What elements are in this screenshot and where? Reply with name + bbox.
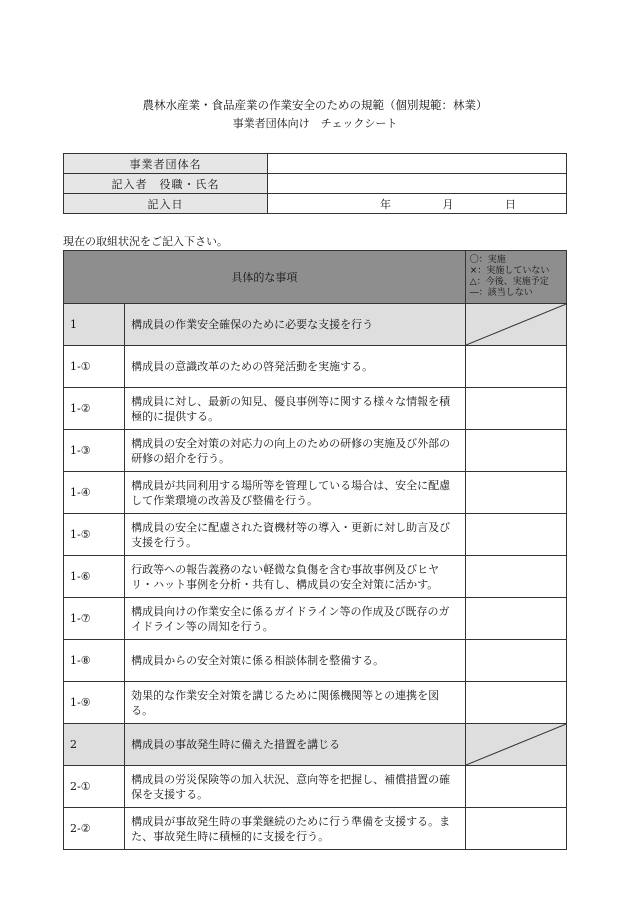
item-number: 1-⑥ bbox=[64, 556, 125, 598]
year-label: 年 bbox=[380, 197, 391, 211]
item-text: 構成員の意識改革のための啓発活動を実施する。 bbox=[125, 346, 466, 388]
header-row bbox=[64, 251, 567, 304]
status-check-cell[interactable] bbox=[465, 808, 566, 850]
item-text: 構成員の安全に配慮された資機材等の導入・更新に対し助言及び支援を行う。 bbox=[125, 514, 466, 556]
legend-done: 〇：実施 bbox=[469, 255, 506, 265]
instruction-note: 現在の取組状況をご記入下さい。 bbox=[63, 235, 228, 248]
checklist-row bbox=[64, 430, 567, 472]
org-row bbox=[64, 154, 567, 174]
item-text: 構成員の安全対策の対応力の向上のための研修の実施及び外部の研修の紹介を行う。 bbox=[125, 430, 466, 472]
status-check-cell[interactable] bbox=[465, 472, 566, 514]
checklist-row bbox=[64, 556, 567, 598]
section-row bbox=[64, 724, 567, 766]
item-text: 構成員が共同利用する場所等を管理している場合は、安全に配慮して作業環境の改善及び整備を行う。 bbox=[125, 472, 466, 514]
checklist-row bbox=[64, 682, 567, 724]
checklist-row bbox=[64, 808, 567, 850]
checklist-row bbox=[64, 598, 567, 640]
checklist-row bbox=[64, 640, 567, 682]
info-table bbox=[63, 153, 567, 214]
diagonal-slash bbox=[466, 724, 566, 765]
org-input-cell[interactable] bbox=[268, 154, 567, 174]
title-sub: 事業者団体向け チェックシート bbox=[232, 117, 398, 130]
item-number: 1-④ bbox=[64, 472, 125, 514]
section-check-cell bbox=[465, 724, 566, 766]
date-row bbox=[64, 194, 567, 214]
writer-input-cell[interactable] bbox=[268, 174, 567, 194]
writer-label: 記入者 役職・氏名 bbox=[64, 174, 268, 194]
item-number: 1-③ bbox=[64, 430, 125, 472]
month-label: 月 bbox=[442, 197, 454, 211]
writer-row bbox=[64, 174, 567, 194]
checklist-table bbox=[63, 250, 567, 850]
status-check-cell[interactable] bbox=[465, 682, 566, 724]
checklist-row bbox=[64, 388, 567, 430]
title-main: 農林水産業・食品産業の作業安全のための規範（個別規範：林業） bbox=[142, 98, 488, 112]
item-number: 2-① bbox=[64, 766, 125, 808]
diagonal-slash bbox=[466, 304, 566, 345]
item-number: 1 bbox=[64, 304, 125, 346]
checklist-row bbox=[64, 472, 567, 514]
checklist-row bbox=[64, 766, 567, 808]
item-number: 1-⑤ bbox=[64, 514, 125, 556]
item-text: 構成員に対し、最新の知見、優良事例等に関する様々な情報を積極的に提供する。 bbox=[125, 388, 466, 430]
status-check-cell[interactable] bbox=[465, 556, 566, 598]
checklist-row bbox=[64, 346, 567, 388]
legend-not-done: ×：実施していない bbox=[469, 266, 550, 276]
item-number: 1-② bbox=[64, 388, 125, 430]
item-text: 行政等への報告義務のない軽微な負傷を含む事故事例及びヒヤリ・ハット事例を分析・共有し、構成員の安全対策に活かす。 bbox=[125, 556, 466, 598]
item-text: 構成員の作業安全確保のために必要な支援を行う bbox=[125, 304, 466, 346]
legend-not-applicable: ―：該当しない bbox=[469, 288, 533, 298]
item-text: 構成員の事故発生時に備えた措置を講じる bbox=[125, 724, 466, 766]
status-check-cell[interactable] bbox=[465, 598, 566, 640]
item-number: 2-② bbox=[64, 808, 125, 850]
status-check-cell[interactable] bbox=[465, 640, 566, 682]
legend-planned: △：今後、実施予定 bbox=[469, 277, 549, 287]
item-number: 1-⑨ bbox=[64, 682, 125, 724]
item-text: 構成員の労災保険等の加入状況、意向等を把握し、補償措置の確保を支援する。 bbox=[125, 766, 466, 808]
item-text: 構成員が事故発生時の事業継続のために行う準備を支援する。また、事故発生時に積極的に支援を行う。 bbox=[125, 808, 466, 850]
item-number: 1-① bbox=[64, 346, 125, 388]
header-legend bbox=[465, 251, 566, 304]
status-check-cell[interactable] bbox=[465, 388, 566, 430]
section-row bbox=[64, 304, 567, 346]
checklist-row bbox=[64, 514, 567, 556]
org-label: 事業者団体名 bbox=[64, 154, 268, 174]
date-input-cell[interactable] bbox=[268, 194, 567, 214]
item-number: 2 bbox=[64, 724, 125, 766]
header-main: 具体的な事項 bbox=[64, 251, 466, 304]
date-label: 記入日 bbox=[64, 194, 268, 214]
item-number: 1-⑧ bbox=[64, 640, 125, 682]
status-check-cell[interactable] bbox=[465, 766, 566, 808]
day-label: 日 bbox=[505, 197, 516, 211]
status-check-cell[interactable] bbox=[465, 430, 566, 472]
document-title bbox=[0, 97, 630, 132]
item-number: 1-⑦ bbox=[64, 598, 125, 640]
item-text: 効果的な作業安全対策を講じるために関係機関等との連携を図る。 bbox=[125, 682, 466, 724]
item-text: 構成員からの安全対策に係る相談体制を整備する。 bbox=[125, 640, 466, 682]
item-text: 構成員向けの作業安全に係るガイドライン等の作成及び既存のガイドライン等の周知を行う。 bbox=[125, 598, 466, 640]
status-check-cell[interactable] bbox=[465, 346, 566, 388]
status-check-cell[interactable] bbox=[465, 514, 566, 556]
section-check-cell bbox=[465, 304, 566, 346]
